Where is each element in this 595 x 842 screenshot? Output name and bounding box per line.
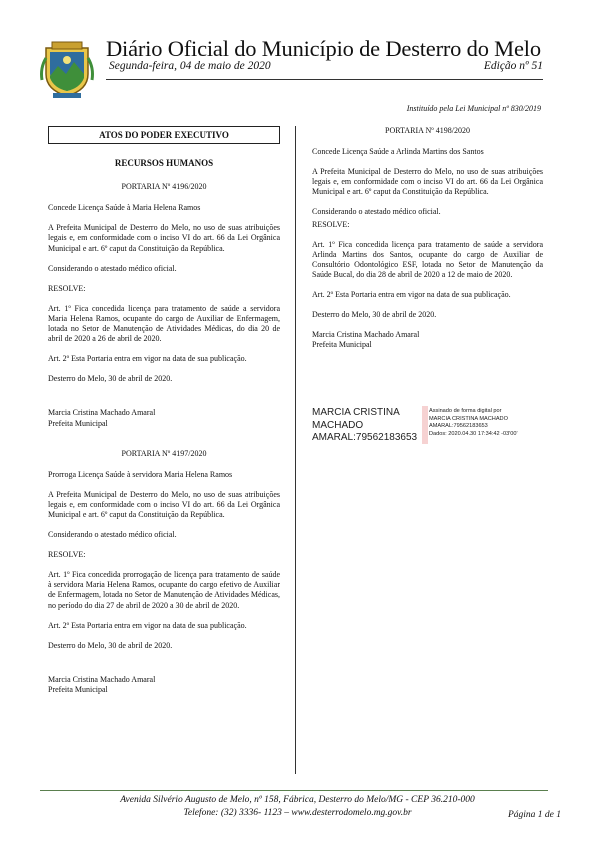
portaria-title: PORTARIA Nº 4197/2020: [121, 448, 207, 458]
edition-number: Edição nº 51: [483, 60, 543, 72]
column-divider: [295, 126, 296, 774]
left-column: [48, 126, 280, 695]
signature-name-line: MACHADO: [312, 419, 364, 431]
portaria-article-2: Art. 2º Esta Portaria entra em vigor na data de sua publicação.: [48, 620, 247, 630]
header-divider: [106, 79, 543, 80]
digital-signature-details: [429, 408, 518, 438]
signer-role: Prefeita Municipal: [312, 340, 372, 350]
portaria-title: PORTARIA Nº 4198/2020: [385, 126, 470, 135]
portaria-article-2: Art. 2º Esta Portaria entra em vigor na data de sua publicação.: [48, 354, 247, 364]
portaria-intro: A Prefeita Municipal de Desterro do Melo, no uso de suas atribuições legais e, em conformidade com o inciso VI do art. 66 da Lei Orgânica Municipal e art. 6º caput da Constituição da República.: [312, 167, 543, 197]
signature-name-line: MARCIA CRISTINA: [312, 407, 400, 418]
footer-contact: Telefone: (32) 3336- 1123 – www.desterrodomelo.mg.gov.br: [183, 808, 412, 818]
digital-signature-stamp[interactable]: [312, 404, 544, 448]
portaria-title: PORTARIA Nº 4196/2020: [121, 182, 207, 192]
footer-address: Avenida Silvério Augusto de Melo, nº 158, Fábrica, Desterro do Melo/MG - CEP 36.210-000: [120, 795, 475, 805]
portaria-resolve: RESOLVE:: [48, 550, 86, 560]
signature-detail-line: AMARAL:79562183653: [429, 423, 488, 430]
page-number: Página 1 de 1: [507, 810, 561, 820]
signature-detail-line: MARCIA CRISTINA MACHADO: [429, 415, 508, 422]
portaria-considering: Considerando o atestado médico oficial.: [48, 530, 177, 540]
signature-detail-line: Dados: 2020.04.30 17:34:42 -03'00': [429, 430, 518, 437]
footer-divider: [40, 790, 548, 791]
publication-date: Segunda-feira, 04 de maio de 2020: [109, 60, 271, 72]
portaria-4196: [48, 182, 280, 428]
portaria-article-1: Art. 1º Fica concedida prorrogação de licença para tratamento de saúde à servidora Maria Helena Ramos, ocupante do cargo efetivo de Auxiliar de Enfermagem, lotada no Setor de Manutenção de Atividades Médicas, no período do dia 27 de abril de 2020 a 30 de abril de 2020.: [48, 570, 280, 610]
portaria-article-2: Art. 2º Esta Portaria entra em vigor na data de sua publicação.: [312, 290, 511, 300]
signature-detail-line: Assinado de forma digital por: [429, 408, 502, 414]
instituted-by-law-note: Instituído pela Lei Municipal nº 830/2019: [406, 104, 541, 113]
signature-highlight-mark: [422, 406, 428, 444]
section-heading-executive: ATOS DO PODER EXECUTIVO: [48, 126, 280, 144]
signer-name: Marcia Cristina Machado Amaral: [48, 408, 156, 418]
portaria-place-date: Desterro do Melo, 30 de abril de 2020.: [48, 374, 173, 384]
signer-name: Marcia Cristina Machado Amaral: [48, 674, 156, 684]
signature-name-line: AMARAL:79562183653: [312, 432, 418, 443]
portaria-subject: Concede Licença Saúde a Arlinda Martins dos Santos: [312, 147, 484, 157]
portaria-place-date: Desterro do Melo, 30 de abril de 2020.: [312, 310, 437, 320]
portaria-resolve: RESOLVE:: [48, 283, 86, 293]
portaria-considering: Considerando o atestado médico oficial.: [48, 263, 177, 273]
right-column: [312, 126, 543, 350]
portaria-place-date: Desterro do Melo, 30 de abril de 2020.: [48, 640, 173, 650]
portaria-subject: Prorroga Licença Saúde à servidora Maria Helena Ramos: [48, 469, 233, 479]
portaria-resolve: RESOLVE:: [312, 219, 350, 229]
portaria-intro: A Prefeita Municipal de Desterro do Melo, no uso de suas atribuições legais e, em conformidade com o inciso VI do art. 66 da Lei Orgânica Municipal e art. 6º caput da Constituição da República.: [48, 223, 280, 253]
portaria-article-1: Art. 1º Fica concedida licença para tratamento de saúde a servidora Maria Helena Ramos, ocupante do cargo de Auxiliar de Enfermagem, lotada no Setor de Manutenção de Atividades Médicas, do dia 20 de abril de 2020 a 26 de abril de 2020.: [48, 303, 280, 344]
portaria-subject: Concede Licença Saúde à Maria Helena Ramos: [48, 203, 201, 213]
newspaper-title: Diário Oficial do Município de Desterro do Melo: [106, 36, 541, 61]
signer-name: Marcia Cristina Machado Amaral: [312, 330, 420, 340]
section-subheading-hr: RECURSOS HUMANOS: [114, 158, 214, 169]
portaria-considering: Considerando o atestado médico oficial.: [312, 207, 441, 217]
digital-signature-name: [312, 407, 417, 445]
signer-role: Prefeita Municipal: [48, 418, 108, 428]
portaria-4198: [312, 126, 543, 350]
portaria-intro: A Prefeita Municipal de Desterro do Melo, no uso de suas atribuições legais e, em conformidade com o inciso VI do art. 66 da Lei Orgânica Municipal e art. 6º caput da Constituição da República.: [48, 489, 280, 519]
portaria-article-1: Art. 1º Fica concedida licença para tratamento de saúde a servidora Arlinda Martins dos Santos, ocupante do cargo de Auxiliar de Consultório Odontológico ESF, lotada no Setor de Manutenção da Saúde Bucal, do dia 28 de abril de 2020 a 12 de maio de 2020.: [312, 239, 543, 279]
portaria-4197: [48, 449, 280, 695]
municipal-coat-of-arms-icon: [36, 38, 98, 100]
signer-role: Prefeita Municipal: [48, 684, 108, 694]
